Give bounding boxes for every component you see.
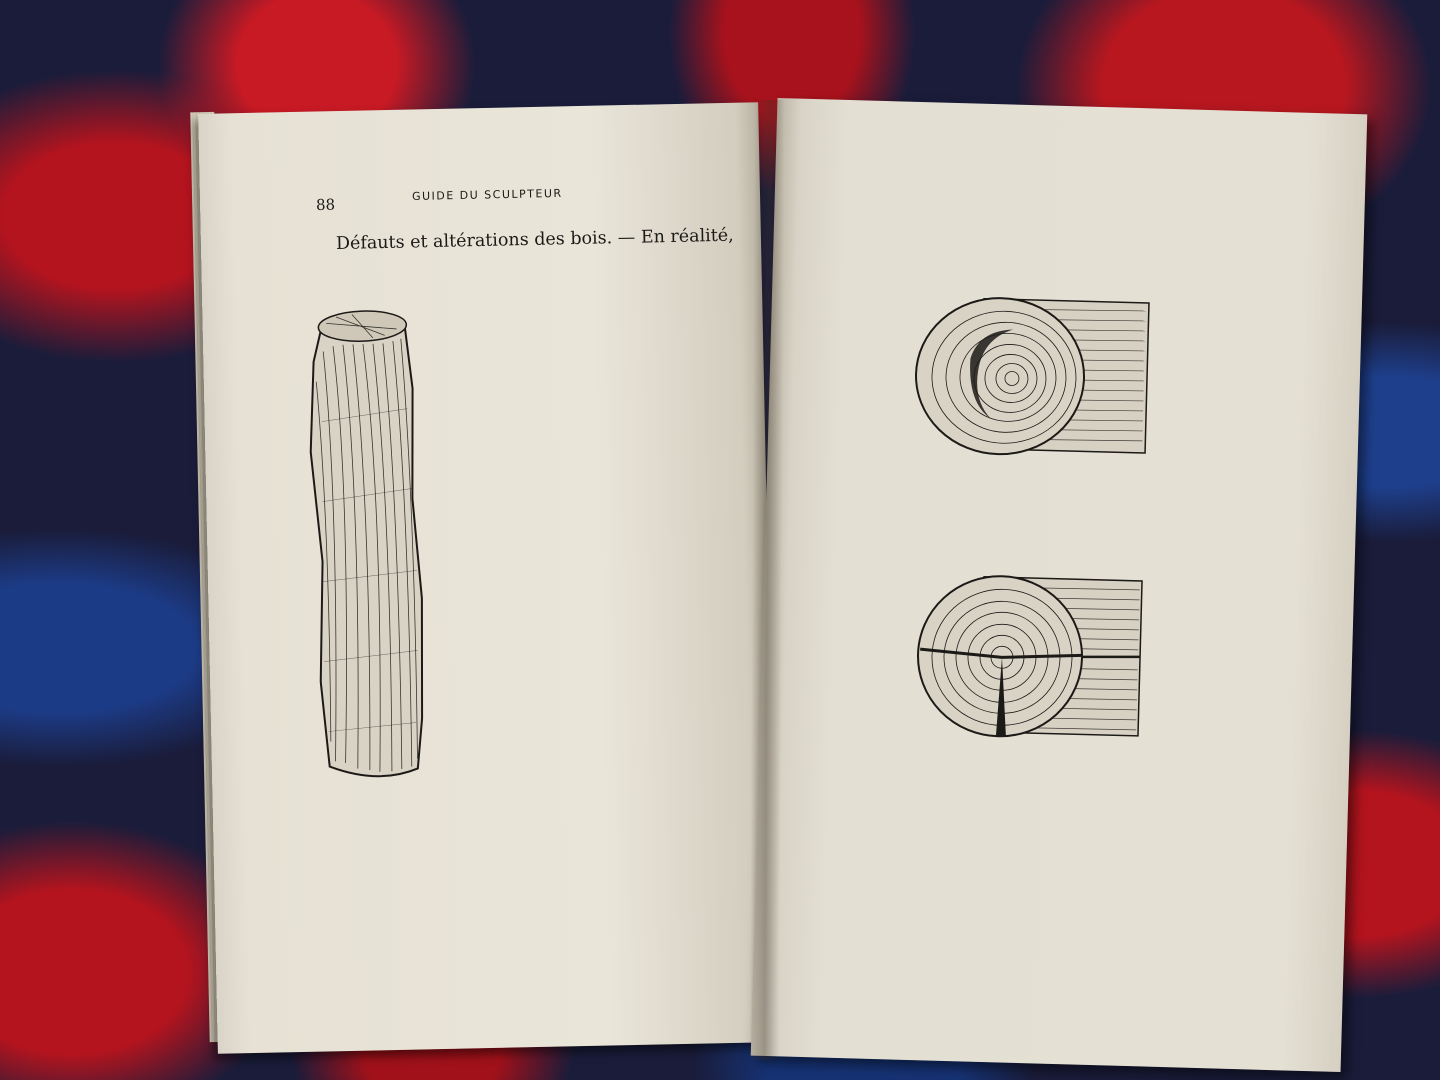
figure-61-gelivures-illustration xyxy=(912,572,1144,742)
left-running-head: GUIDE DU SCULPTEUR xyxy=(411,186,563,203)
left-page-number: 88 xyxy=(315,195,336,214)
left-text-line: Défauts et altérations des bois. — En réalité, xyxy=(335,225,734,254)
book-gutter xyxy=(749,100,784,1060)
figure-60-roulure-illustration xyxy=(912,292,1152,462)
figure-59-log-illustration xyxy=(300,300,440,790)
